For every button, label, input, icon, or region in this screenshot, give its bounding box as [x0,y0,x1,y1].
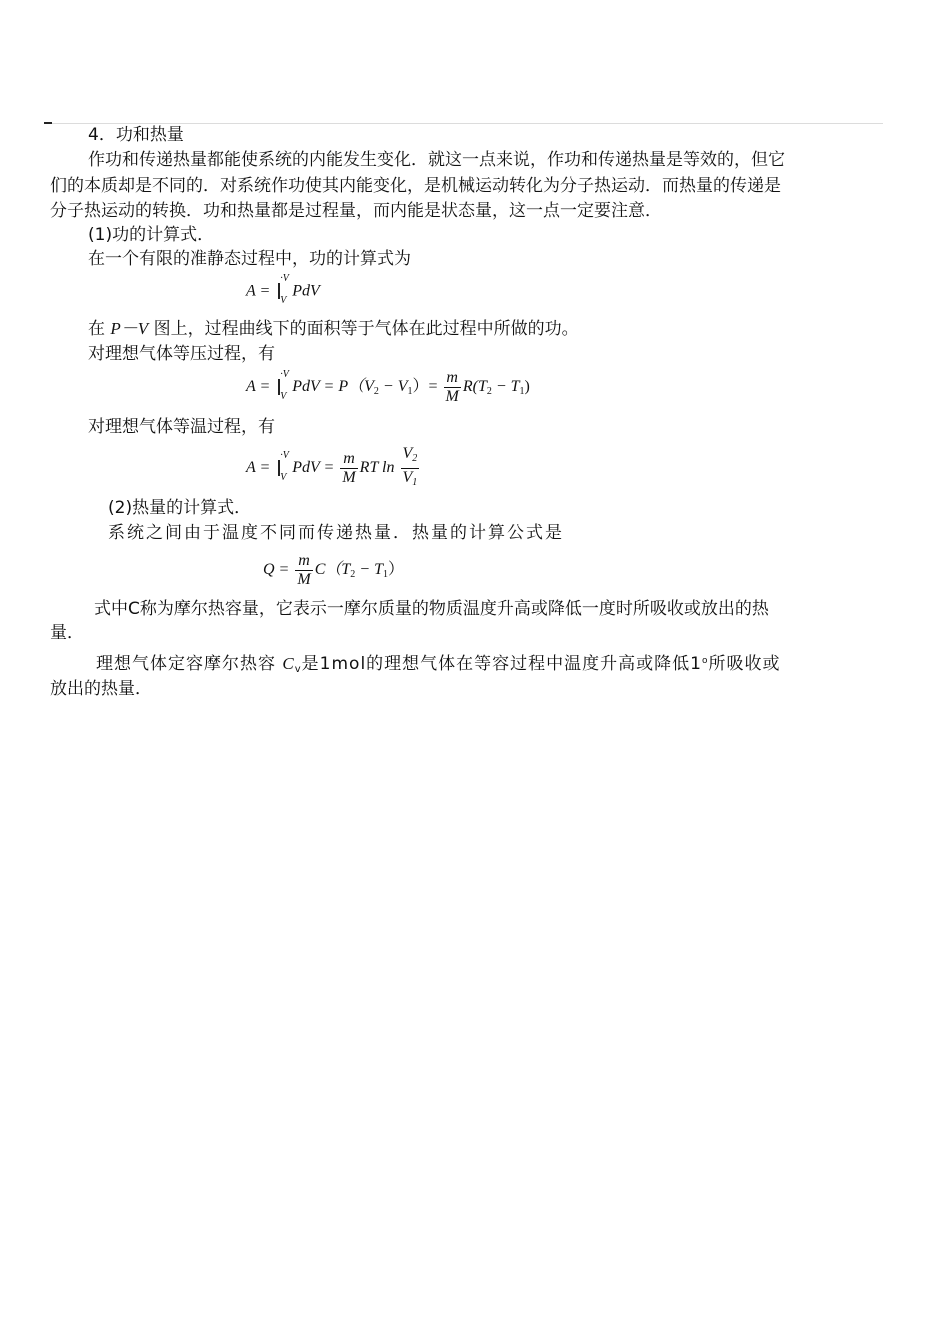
v2-subscript: 2 [412,453,418,464]
molar-heat-line-2: 量． [50,623,84,643]
integral-lower-limit: V [280,390,287,402]
corner-mark [44,122,52,124]
v1-subscript: 1 [407,386,413,398]
mass-fraction [295,552,312,589]
integral-sign [274,273,289,307]
molar-heat-line-1: 式中C称为摩尔热容量，它表示一摩尔质量的物质温度升高或降低一度时所吸收或放出的热 [94,599,769,619]
volume-numerator: V [402,445,413,462]
pv-text-post: 图上，过程曲线下的面积等于气体在此过程中所做的功。 [148,319,579,339]
fraction-denominator: M [445,388,459,405]
rhs-close: ） [387,561,404,579]
formula-heat [263,552,404,589]
mass-fraction [444,369,461,406]
integral-sign [274,368,289,403]
t1-subscript: 1 [519,386,525,398]
integral-sign [274,449,289,484]
integral-lower-limit: V [280,471,287,483]
t2-subscript: 2 [486,386,492,398]
formula-isothermal [246,445,421,492]
rhs-term: C（T [314,561,351,579]
fraction-denominator: M [297,571,311,588]
cv-text-post: 是1mol的理想气体在等容过程中温度升高或降低1 [301,654,702,674]
fraction-numerator: m [295,552,312,571]
fraction-numerator: m [444,369,461,388]
pressure-close: ）= [412,378,442,396]
minus-t1: − T [355,561,383,579]
fraction-numerator: m [340,450,357,469]
minus-v1: − V [378,378,408,396]
rhs-term: R(T [462,378,487,396]
integral-upper-limit: ·V [280,368,289,380]
v1-subscript: 1 [412,477,418,488]
minus-t1: − T [491,378,520,396]
cv-line-2: 放出的热量． [50,679,152,699]
t1-subscript: 1 [382,569,388,581]
cv-text-end: 所吸收或 [708,654,781,674]
volume-ratio-fraction [401,445,420,492]
integrand: PdV [292,282,320,300]
cv-symbol: C [282,654,295,673]
integral-upper-limit: ·V [280,273,289,284]
intro-line-1: 作功和传递热量都能使系统的内能发生变化．就这一点来说，作功和传递热量是等效的，但它 [88,150,785,170]
cv-text-pre: 理想气体定容摩尔热容 [96,654,283,674]
subsection-heat-title: (2)热量的计算式． [108,498,252,518]
heat-text: 系统之间由于温度不同而传递热量．热量的计算公式是 [108,523,564,543]
formula-lhs: A = [246,282,275,300]
integral-lower-limit: V [280,295,287,306]
pressure-term: P（V [338,378,374,396]
integrand: PdV = [292,378,339,396]
subsection-work-title: (1)功的计算式． [88,225,215,245]
intro-line-2: 们的本质却是不同的．对系统作功使其内能变化，是机械运动转化为分子热运动．而热量的传递是 [50,176,781,196]
pv-diagram-text [88,318,579,340]
cv-subscript: v [294,664,302,675]
formula-lhs: A = [246,378,275,396]
t2-subscript: 2 [350,569,356,581]
formula-work-general [246,273,320,307]
pv-symbol: P－V [110,319,149,338]
rhs-term: RT ln [359,459,399,477]
mass-fraction [340,450,357,487]
intro-line-3: 分子热运动的转换．功和热量都是过程量，而内能是状态量，这一点一定要注意． [50,201,662,221]
pv-text-pre: 在 [88,319,111,339]
rhs-close: ) [524,378,530,396]
degree-mark: o [702,656,709,666]
v2-subscript: 2 [373,386,379,398]
formula-lhs: Q = [263,561,294,579]
integral-upper-limit: ·V [280,449,289,461]
fraction-denominator: M [342,469,356,486]
section-title: 4．功和热量 [88,125,184,145]
isobaric-text: 对理想气体等压过程，有 [88,344,275,364]
cv-line-1 [96,650,781,681]
volume-denominator: V [402,469,413,486]
formula-lhs: A = [246,459,275,477]
isothermal-text: 对理想气体等温过程，有 [88,417,275,437]
work-general-text: 在一个有限的准静态过程中，功的计算式为 [88,249,411,269]
integrand: PdV = [292,459,339,477]
formula-isobaric [246,369,530,406]
